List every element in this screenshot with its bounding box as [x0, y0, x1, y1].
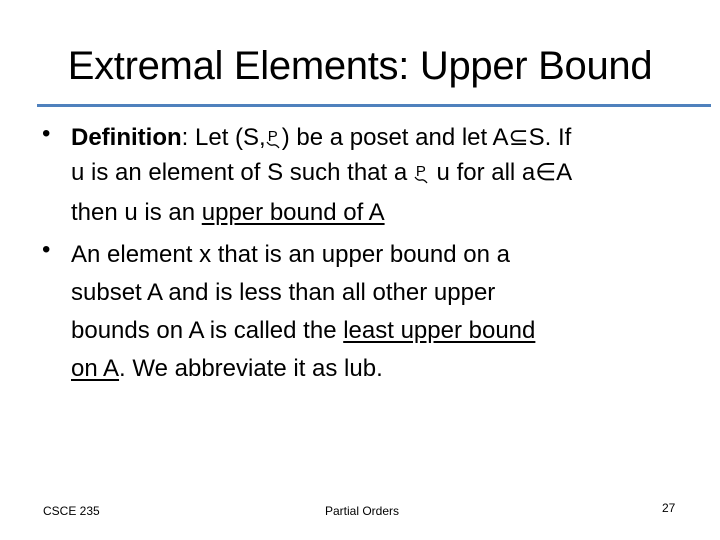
upper-bound-term: upper bound of A: [201, 199, 385, 226]
definition-text-3a: then u is an: [71, 199, 202, 226]
definition-line-3: [71, 190, 682, 236]
slide-body: [42, 120, 682, 388]
definition-line-1: [71, 120, 682, 156]
relation-letter: P: [267, 128, 278, 145]
least-upper-bound-term: least upper bound: [343, 317, 536, 344]
bullet-marker: •: [42, 236, 51, 263]
page-number: 27: [662, 501, 676, 515]
definition-text-2a: u is an element of S such that a: [71, 159, 408, 186]
definition-text-2b: u for all a∈A: [436, 159, 573, 186]
slide-title: Extremal Elements: Upper Bound: [67, 44, 653, 88]
on-a-term: on A: [71, 355, 120, 382]
lub-line-2: subset A and is less than all other upper: [71, 279, 496, 306]
lub-line-1: An element x that is an upper bound on a: [71, 241, 510, 268]
relation-letter: P: [415, 163, 426, 180]
poset-relation-symbol: [266, 125, 282, 151]
title-divider: [37, 104, 711, 107]
lub-line-4: [71, 350, 682, 388]
definition-label: Definition: [71, 124, 182, 151]
lub-text-3a: bounds on A is called the: [71, 317, 344, 344]
relation-tilde-icon: [414, 175, 428, 185]
definition-text-1a: : Let (S,: [181, 124, 266, 151]
definition-line-2: [71, 156, 682, 190]
definition-bullet: [42, 120, 682, 236]
poset-relation-symbol: [414, 160, 430, 186]
least-upper-bound-bullet: [42, 236, 682, 388]
relation-tilde-icon: [266, 140, 280, 150]
lub-text-4b: . We abbreviate it as lub.: [119, 355, 383, 382]
definition-text-1b: ) be a poset and let A⊆S. If: [281, 124, 572, 151]
footer-topic: Partial Orders: [325, 504, 400, 518]
lub-line-3: [71, 312, 682, 350]
footer-course: CSCE 235: [43, 504, 100, 518]
bullet-marker: •: [42, 120, 51, 147]
